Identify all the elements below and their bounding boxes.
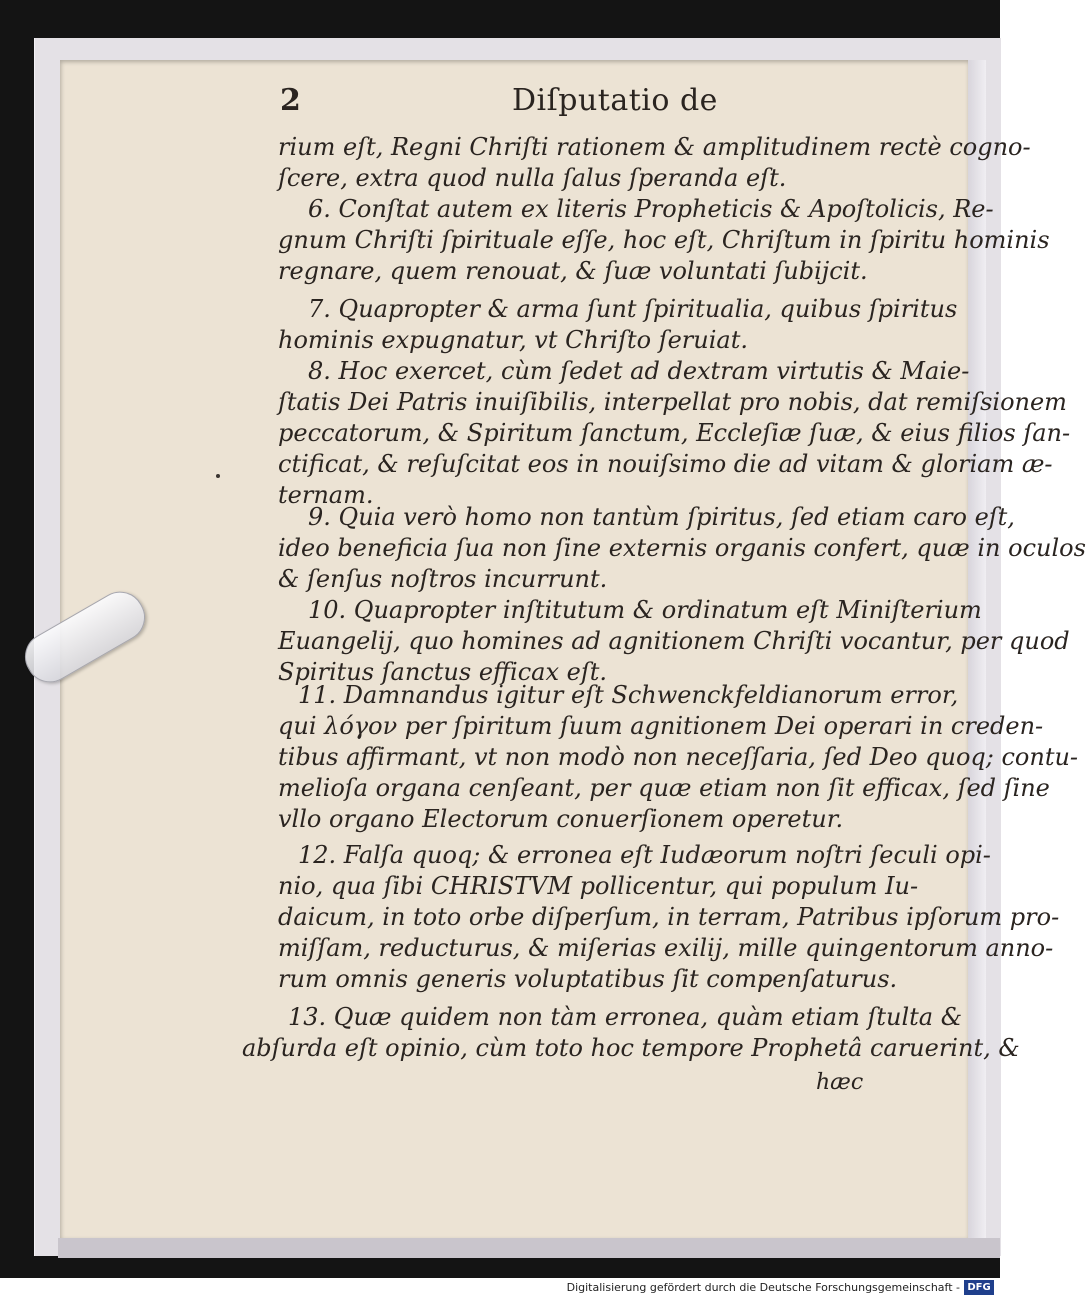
running-head: Diſputatio de	[512, 83, 718, 118]
text-line: 7. Quapropter & arma ſunt ſpiritualia, quibus ſpiritus	[308, 295, 958, 323]
text-line: daicum, in toto orbe diſperſum, in terram, Patribus ipſorum pro-	[278, 903, 1060, 931]
text-line: & ſenſus noſtros incurrunt.	[278, 565, 608, 593]
text-line: ſtatis Dei Patris inuiſibilis, interpellat pro nobis, dat remiſsionem	[278, 388, 1067, 416]
text-line: ctificat, & reſuſcitat eos in nouiſsimo die ad vitam & gloriam æ-	[278, 450, 1053, 478]
page-number: 2	[280, 83, 301, 118]
text-line: regnare, quem renouat, & ſuæ voluntati ſubijcit.	[278, 257, 868, 285]
text-line: peccatorum, & Spiritum ſanctum, Eccleſiæ ſuæ, & eius filios ſan-	[278, 419, 1071, 447]
book-page	[60, 60, 1086, 1238]
text-line: 9. Quia verò homo non tantùm ſpiritus, ſed etiam caro eſt,	[308, 503, 1015, 531]
text-line: miſſam, reducturus, & miſerias exilij, mille quingentorum anno-	[278, 934, 1054, 962]
text-line: vllo organo Electorum conuerſionem operetur.	[278, 805, 844, 833]
backing-shadow	[58, 1238, 1000, 1258]
text-line: rium eſt, Regni Chriſti rationem & amplitudinem rectè cogno-	[278, 133, 1031, 161]
footer-bar	[0, 1278, 1000, 1298]
text-line: abſurda eſt opinio, cùm toto hoc tempore Prophetâ caruerint, &	[242, 1034, 1020, 1062]
text-line: ideo beneficia ſua non ſine externis organis confert, quæ in oculos	[278, 534, 1086, 562]
footer-credit: Digitalisierung gefördert durch die Deutsche Forschungsgemeinschaft -	[566, 1281, 960, 1294]
text-line: ternam.	[278, 481, 374, 509]
text-line: melioſa organa cenſeant, per quæ etiam non ſit efficax, ſed ſine	[278, 774, 1050, 802]
text-line: 8. Hoc exercet, cùm ſedet ad dextram virtutis & Maie-	[308, 357, 970, 385]
text-line: 12. Falſa quoq; & erronea eſt Iudæorum noſtri ſeculi opi-	[298, 841, 991, 869]
ink-speck	[216, 474, 220, 478]
text-line: qui λόγον per ſpiritum ſuum agnitionem Dei operari in creden-	[278, 712, 1044, 740]
text-line: rum omnis generis voluptatibus ſit compenſaturus.	[278, 965, 898, 993]
text-line: Euangelij, quo homines ad agnitionem Chriſti vocantur, per quod	[278, 627, 1070, 655]
catchword: hæc	[816, 1070, 864, 1095]
text-line: 13. Quæ quidem non tàm erronea, quàm etiam ſtulta &	[288, 1003, 963, 1031]
page-text	[60, 60, 1086, 1238]
text-line: 10. Quapropter inſtitutum & ordinatum eſt Miniſterium	[308, 596, 982, 624]
text-line: gnum Chriſti ſpirituale eſſe, hoc eſt, Chriſtum in ſpiritu hominis	[278, 226, 1050, 254]
text-line: nio, qua ſibi CHRISTVM pollicentur, qui populum Iu-	[278, 872, 919, 900]
dfg-logo: DFG	[964, 1280, 994, 1295]
text-line: 11. Damnandus igitur eſt Schwenckfeldianorum error,	[298, 681, 959, 709]
text-line: 6. Conſtat autem ex literis Propheticis & Apoſtolicis, Re-	[308, 195, 994, 223]
text-line: Spiritus ſanctus efficax eſt.	[278, 658, 607, 686]
text-line: tibus affirmant, vt non modò non neceſſaria, ſed Deo quoq; contu-	[278, 743, 1079, 771]
text-line: ſcere, extra quod nulla ſalus ſperanda eſt.	[278, 164, 787, 192]
text-line: hominis expugnatur, vt Chriſto ſeruiat.	[278, 326, 748, 354]
